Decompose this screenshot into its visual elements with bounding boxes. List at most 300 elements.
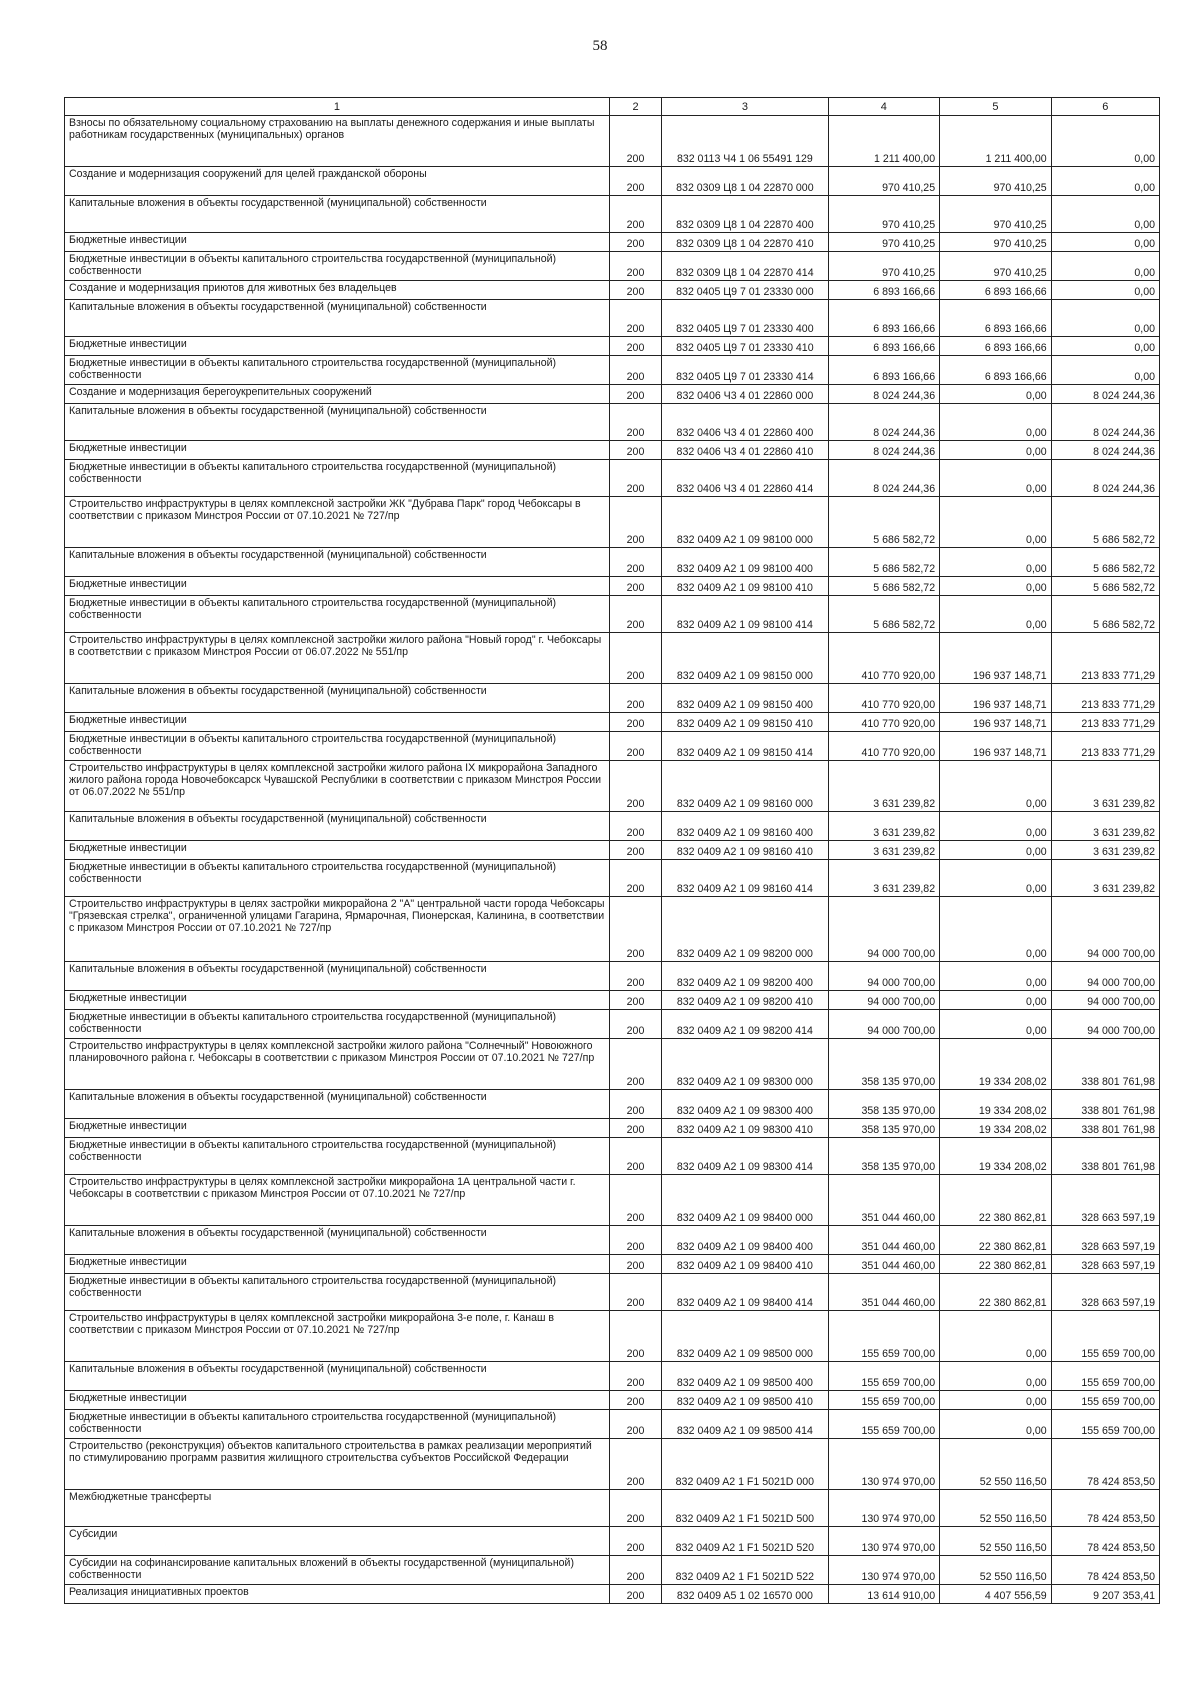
table-row [65,1439,1160,1490]
table-row [65,233,1160,252]
row-total-cell: 358 135 970,00 [828,1119,940,1138]
row-grbs-cell: 200 [609,1410,662,1439]
row-remainder-cell: 8 024 244,36 [1051,404,1159,441]
row-code-cell: 832 0409 A2 1 09 98150 400 [662,684,828,713]
row-code-cell: 832 0309 Ц8 1 04 22870 410 [662,233,828,252]
row-total-cell: 351 044 460,00 [828,1175,940,1226]
row-remainder-cell: 94 000 700,00 [1051,962,1159,991]
row-code-cell: 832 0409 A2 1 09 98400 410 [662,1255,828,1274]
table-row [65,732,1160,761]
row-code-cell: 832 0409 A2 1 09 98160 410 [662,841,828,860]
row-total-cell: 358 135 970,00 [828,1138,940,1175]
row-total-cell: 970 410,25 [828,252,940,281]
row-total-cell: 351 044 460,00 [828,1226,940,1255]
row-grbs-cell: 200 [609,962,662,991]
row-remainder-cell: 213 833 771,29 [1051,713,1159,732]
row-name-cell: Бюджетные инвестиции [65,1255,610,1274]
row-name-cell: Взносы по обязательному социальному страхованию на выплаты денежного содержания и иные выплаты работникам государственных (муниципальных) органов [65,116,610,167]
row-executed-cell: 0,00 [940,460,1052,497]
row-remainder-cell: 3 631 239,82 [1051,761,1159,812]
row-remainder-cell: 78 424 853,50 [1051,1439,1159,1490]
row-code-cell: 832 0409 A2 1 F1 5021D 520 [662,1527,828,1556]
table-row [65,300,1160,337]
table-row [65,460,1160,497]
row-executed-cell: 22 380 862,81 [940,1274,1052,1311]
row-name-cell: Бюджетные инвестиции в объекты капитального строительства государственной (муниципальной) собственности [65,1274,610,1311]
row-grbs-cell: 200 [609,497,662,548]
row-grbs-cell: 200 [609,1226,662,1255]
row-code-cell: 832 0409 A2 1 F1 5021D 500 [662,1490,828,1527]
row-code-cell: 832 0406 Ч3 4 01 22860 000 [662,385,828,404]
table-row [65,1490,1160,1527]
table-row [65,713,1160,732]
row-code-cell: 832 0409 A2 1 09 98150 414 [662,732,828,761]
row-name-cell: Бюджетные инвестиции в объекты капитального строительства государственной (муниципальной) собственности [65,1010,610,1039]
row-grbs-cell: 200 [609,596,662,633]
table-row [65,1010,1160,1039]
column-number: 6 [1051,98,1159,116]
row-grbs-cell: 200 [609,167,662,196]
row-grbs-cell: 200 [609,356,662,385]
row-executed-cell: 970 410,25 [940,233,1052,252]
row-name-cell: Бюджетные инвестиции [65,841,610,860]
row-remainder-cell: 338 801 761,98 [1051,1090,1159,1119]
row-name-cell: Бюджетные инвестиции в объекты капитального строительства государственной (муниципальной) собственности [65,460,610,497]
row-name-cell: Бюджетные инвестиции в объекты капитального строительства государственной (муниципальной) собственности [65,1410,610,1439]
row-grbs-cell: 200 [609,196,662,233]
row-code-cell: 832 0409 A2 1 09 98100 000 [662,497,828,548]
row-code-cell: 832 0406 Ч3 4 01 22860 410 [662,441,828,460]
row-grbs-cell: 200 [609,1556,662,1585]
row-executed-cell: 0,00 [940,897,1052,962]
row-name-cell: Бюджетные инвестиции [65,1391,610,1410]
row-executed-cell: 196 937 148,71 [940,684,1052,713]
row-name-cell: Строительство инфраструктуры в целях комплексной застройки микрорайона 1А центральной части г. Чебоксары в соответствии с приказом Минстроя России от 07.10.2021 № 727/пр [65,1175,610,1226]
row-name-cell: Межбюджетные трансферты [65,1490,610,1527]
row-executed-cell: 22 380 862,81 [940,1175,1052,1226]
row-executed-cell: 0,00 [940,548,1052,577]
row-grbs-cell: 200 [609,385,662,404]
row-executed-cell: 52 550 116,50 [940,1556,1052,1585]
row-total-cell: 970 410,25 [828,167,940,196]
row-executed-cell: 6 893 166,66 [940,281,1052,300]
row-grbs-cell: 200 [609,441,662,460]
row-name-cell: Капитальные вложения в объекты государственной (муниципальной) собственности [65,962,610,991]
row-remainder-cell: 155 659 700,00 [1051,1311,1159,1362]
row-executed-cell: 0,00 [940,761,1052,812]
row-name-cell: Капитальные вложения в объекты государственной (муниципальной) собственности [65,404,610,441]
row-total-cell: 410 770 920,00 [828,633,940,684]
row-grbs-cell: 200 [609,300,662,337]
row-remainder-cell: 94 000 700,00 [1051,991,1159,1010]
table-row [65,1175,1160,1226]
row-total-cell: 13 614 910,00 [828,1585,940,1604]
row-code-cell: 832 0409 A2 1 09 98400 414 [662,1274,828,1311]
budget-table [64,97,1160,1604]
row-total-cell: 5 686 582,72 [828,577,940,596]
row-remainder-cell: 94 000 700,00 [1051,1010,1159,1039]
row-total-cell: 8 024 244,36 [828,404,940,441]
row-executed-cell: 0,00 [940,577,1052,596]
row-executed-cell: 196 937 148,71 [940,633,1052,684]
row-code-cell: 832 0309 Ц8 1 04 22870 414 [662,252,828,281]
row-name-cell: Бюджетные инвестиции в объекты капитального строительства государственной (муниципальной) собственности [65,860,610,897]
row-executed-cell: 0,00 [940,497,1052,548]
row-remainder-cell: 8 024 244,36 [1051,441,1159,460]
row-grbs-cell: 200 [609,761,662,812]
row-executed-cell: 19 334 208,02 [940,1039,1052,1090]
row-name-cell: Капитальные вложения в объекты государственной (муниципальной) собственности [65,548,610,577]
row-grbs-cell: 200 [609,1274,662,1311]
row-grbs-cell: 200 [609,1527,662,1556]
row-grbs-cell: 200 [609,1255,662,1274]
table-row [65,1274,1160,1311]
row-total-cell: 6 893 166,66 [828,281,940,300]
row-executed-cell: 19 334 208,02 [940,1138,1052,1175]
row-executed-cell: 0,00 [940,441,1052,460]
row-executed-cell: 22 380 862,81 [940,1255,1052,1274]
row-grbs-cell: 200 [609,337,662,356]
row-total-cell: 3 631 239,82 [828,860,940,897]
row-name-cell: Создание и модернизация сооружений для целей гражданской обороны [65,167,610,196]
row-code-cell: 832 0409 A2 1 09 98100 400 [662,548,828,577]
row-executed-cell: 6 893 166,66 [940,300,1052,337]
row-executed-cell: 0,00 [940,1391,1052,1410]
row-remainder-cell: 5 686 582,72 [1051,596,1159,633]
row-remainder-cell: 0,00 [1051,116,1159,167]
row-code-cell: 832 0409 A2 1 09 98200 400 [662,962,828,991]
table-row [65,1527,1160,1556]
row-remainder-cell: 0,00 [1051,337,1159,356]
row-total-cell: 358 135 970,00 [828,1090,940,1119]
row-executed-cell: 970 410,25 [940,252,1052,281]
row-executed-cell: 4 407 556,59 [940,1585,1052,1604]
row-total-cell: 155 659 700,00 [828,1410,940,1439]
row-grbs-cell: 200 [609,1138,662,1175]
row-name-cell: Бюджетные инвестиции в объекты капитального строительства государственной (муниципальной) собственности [65,732,610,761]
row-grbs-cell: 200 [609,684,662,713]
row-total-cell: 8 024 244,36 [828,441,940,460]
table-row [65,962,1160,991]
row-name-cell: Капитальные вложения в объекты государственной (муниципальной) собственности [65,1362,610,1391]
row-executed-cell: 19 334 208,02 [940,1119,1052,1138]
table-row [65,1255,1160,1274]
row-code-cell: 832 0409 A2 1 09 98500 400 [662,1362,828,1391]
row-remainder-cell: 0,00 [1051,356,1159,385]
row-code-cell: 832 0406 Ч3 4 01 22860 414 [662,460,828,497]
row-code-cell: 832 0409 A2 1 09 98200 414 [662,1010,828,1039]
row-total-cell: 155 659 700,00 [828,1311,940,1362]
row-name-cell: Строительство (реконструкция) объектов капитального строительства в рамках реализации мероприятий по стимулированию программ развития жилищного строительства субъектов Российской Федерации [65,1439,610,1490]
row-name-cell: Субсидии на софинансирование капитальных вложений в объекты государственной (муниципальной) собственности [65,1556,610,1585]
row-remainder-cell: 5 686 582,72 [1051,497,1159,548]
row-code-cell: 832 0409 A2 1 09 98160 414 [662,860,828,897]
table-row [65,991,1160,1010]
row-remainder-cell: 338 801 761,98 [1051,1039,1159,1090]
row-remainder-cell: 78 424 853,50 [1051,1490,1159,1527]
table-row [65,841,1160,860]
table-row [65,196,1160,233]
row-total-cell: 410 770 920,00 [828,713,940,732]
table-row [65,356,1160,385]
row-remainder-cell: 328 663 597,19 [1051,1274,1159,1311]
table-row [65,1585,1160,1604]
row-name-cell: Бюджетные инвестиции в объекты капитального строительства государственной (муниципальной) собственности [65,356,610,385]
row-code-cell: 832 0409 A2 1 09 98300 000 [662,1039,828,1090]
row-grbs-cell: 200 [609,1362,662,1391]
row-total-cell: 8 024 244,36 [828,385,940,404]
row-total-cell: 130 974 970,00 [828,1439,940,1490]
row-executed-cell: 52 550 116,50 [940,1527,1052,1556]
row-code-cell: 832 0409 A2 1 F1 5021D 000 [662,1439,828,1490]
row-grbs-cell: 200 [609,1585,662,1604]
row-executed-cell: 0,00 [940,860,1052,897]
row-executed-cell: 0,00 [940,596,1052,633]
row-grbs-cell: 200 [609,281,662,300]
table-row [65,167,1160,196]
row-grbs-cell: 200 [609,460,662,497]
row-grbs-cell: 200 [609,404,662,441]
row-remainder-cell: 155 659 700,00 [1051,1391,1159,1410]
row-total-cell: 94 000 700,00 [828,962,940,991]
row-code-cell: 832 0409 A5 1 02 16570 000 [662,1585,828,1604]
row-total-cell: 358 135 970,00 [828,1039,940,1090]
row-total-cell: 1 211 400,00 [828,116,940,167]
row-remainder-cell: 9 207 353,41 [1051,1585,1159,1604]
row-grbs-cell: 200 [609,1175,662,1226]
row-remainder-cell: 0,00 [1051,233,1159,252]
row-name-cell: Бюджетные инвестиции в объекты капитального строительства государственной (муниципальной) собственности [65,596,610,633]
table-body [65,116,1160,1604]
row-remainder-cell: 0,00 [1051,196,1159,233]
table-row [65,596,1160,633]
table-row [65,1362,1160,1391]
row-name-cell: Бюджетные инвестиции в объекты капитального строительства государственной (муниципальной) собственности [65,252,610,281]
row-total-cell: 351 044 460,00 [828,1255,940,1274]
row-code-cell: 832 0405 Ц9 7 01 23330 400 [662,300,828,337]
row-remainder-cell: 155 659 700,00 [1051,1410,1159,1439]
row-name-cell: Строительство инфраструктуры в целях комплексной застройки жилого района "Новый город" г. Чебоксары в соответствии с приказом Минстроя России от 06.07.2022 № 551/пр [65,633,610,684]
column-number: 3 [662,98,828,116]
row-grbs-cell: 200 [609,812,662,841]
row-name-cell: Бюджетные инвестиции [65,233,610,252]
column-number: 2 [609,98,662,116]
row-executed-cell: 0,00 [940,1362,1052,1391]
row-code-cell: 832 0409 A2 1 09 98300 414 [662,1138,828,1175]
row-grbs-cell: 200 [609,252,662,281]
row-executed-cell: 52 550 116,50 [940,1439,1052,1490]
row-grbs-cell: 200 [609,633,662,684]
row-name-cell: Бюджетные инвестиции в объекты капитального строительства государственной (муниципальной) собственности [65,1138,610,1175]
row-code-cell: 832 0409 A2 1 09 98500 000 [662,1311,828,1362]
table-row [65,897,1160,962]
row-remainder-cell: 338 801 761,98 [1051,1138,1159,1175]
row-grbs-cell: 200 [609,897,662,962]
row-executed-cell: 0,00 [940,1010,1052,1039]
row-total-cell: 3 631 239,82 [828,761,940,812]
row-remainder-cell: 155 659 700,00 [1051,1362,1159,1391]
row-grbs-cell: 200 [609,991,662,1010]
row-name-cell: Строительство инфраструктуры в целях комплексной застройки ЖК "Дубрава Парк" город Чебоксары в соответствии с приказом Минстроя России от 07.10.2021 № 727/пр [65,497,610,548]
row-name-cell: Бюджетные инвестиции [65,991,610,1010]
row-remainder-cell: 213 833 771,29 [1051,732,1159,761]
table-row [65,1311,1160,1362]
table-row [65,577,1160,596]
row-total-cell: 94 000 700,00 [828,1010,940,1039]
row-name-cell: Бюджетные инвестиции [65,713,610,732]
column-number: 1 [65,98,610,116]
row-total-cell: 5 686 582,72 [828,548,940,577]
row-name-cell: Бюджетные инвестиции [65,337,610,356]
row-remainder-cell: 78 424 853,50 [1051,1527,1159,1556]
column-number-row [65,98,1160,116]
row-grbs-cell: 200 [609,577,662,596]
row-code-cell: 832 0409 A2 1 09 98200 410 [662,991,828,1010]
row-remainder-cell: 3 631 239,82 [1051,841,1159,860]
row-executed-cell: 6 893 166,66 [940,356,1052,385]
row-remainder-cell: 338 801 761,98 [1051,1119,1159,1138]
row-grbs-cell: 200 [609,233,662,252]
row-total-cell: 5 686 582,72 [828,497,940,548]
row-name-cell: Строительство инфраструктуры в целях застройки микрорайона 2 "А" центральной части города Чебоксары "Грязевская стрелка", ограниченной улицами Гагарина, Ярмарочная, Пионерская, Калинина, в соответствии с приказом Минстроя России от 07.10.2021 № 727/пр [65,897,610,962]
table-row [65,860,1160,897]
row-total-cell: 130 974 970,00 [828,1490,940,1527]
row-remainder-cell: 8 024 244,36 [1051,385,1159,404]
row-name-cell: Бюджетные инвестиции [65,1119,610,1138]
row-name-cell: Создание и модернизация приютов для животных без владельцев [65,281,610,300]
row-code-cell: 832 0113 Ч4 1 06 55491 129 [662,116,828,167]
row-executed-cell: 22 380 862,81 [940,1226,1052,1255]
row-grbs-cell: 200 [609,1391,662,1410]
row-total-cell: 130 974 970,00 [828,1556,940,1585]
row-grbs-cell: 200 [609,1311,662,1362]
row-name-cell: Субсидии [65,1527,610,1556]
row-executed-cell: 0,00 [940,991,1052,1010]
table-row [65,116,1160,167]
row-remainder-cell: 213 833 771,29 [1051,684,1159,713]
row-code-cell: 832 0409 A2 1 09 98150 410 [662,713,828,732]
column-number: 4 [828,98,940,116]
table-row [65,1410,1160,1439]
row-executed-cell: 0,00 [940,404,1052,441]
row-total-cell: 410 770 920,00 [828,732,940,761]
row-name-cell: Бюджетные инвестиции [65,577,610,596]
page-number: 58 [592,38,608,54]
row-total-cell: 6 893 166,66 [828,337,940,356]
row-executed-cell: 0,00 [940,385,1052,404]
row-code-cell: 832 0409 A2 1 09 98150 000 [662,633,828,684]
row-grbs-cell: 200 [609,1439,662,1490]
row-total-cell: 94 000 700,00 [828,991,940,1010]
row-code-cell: 832 0409 A2 1 09 98100 410 [662,577,828,596]
row-executed-cell: 196 937 148,71 [940,732,1052,761]
row-grbs-cell: 200 [609,860,662,897]
row-executed-cell: 52 550 116,50 [940,1490,1052,1527]
row-total-cell: 5 686 582,72 [828,596,940,633]
row-remainder-cell: 8 024 244,36 [1051,460,1159,497]
row-executed-cell: 0,00 [940,812,1052,841]
table-row [65,1226,1160,1255]
row-remainder-cell: 0,00 [1051,167,1159,196]
row-name-cell: Капитальные вложения в объекты государственной (муниципальной) собственности [65,812,610,841]
row-code-cell: 832 0406 Ч3 4 01 22860 400 [662,404,828,441]
row-executed-cell: 970 410,25 [940,167,1052,196]
row-executed-cell: 0,00 [940,962,1052,991]
row-remainder-cell: 0,00 [1051,281,1159,300]
row-grbs-cell: 200 [609,1119,662,1138]
row-total-cell: 351 044 460,00 [828,1274,940,1311]
row-grbs-cell: 200 [609,732,662,761]
table-row [65,281,1160,300]
row-code-cell: 832 0309 Ц8 1 04 22870 400 [662,196,828,233]
row-code-cell: 832 0409 A2 1 09 98160 000 [662,761,828,812]
row-name-cell: Строительство инфраструктуры в целях комплексной застройки микрорайона 3-е поле, г. Канаш в соответствии с приказом Минстроя России от 07.10.2021 № 727/пр [65,1311,610,1362]
row-executed-cell: 0,00 [940,841,1052,860]
table-row [65,1039,1160,1090]
row-total-cell: 155 659 700,00 [828,1391,940,1410]
row-total-cell: 6 893 166,66 [828,300,940,337]
row-code-cell: 832 0405 Ц9 7 01 23330 410 [662,337,828,356]
table-row [65,441,1160,460]
row-remainder-cell: 213 833 771,29 [1051,633,1159,684]
row-code-cell: 832 0409 A2 1 09 98160 400 [662,812,828,841]
row-code-cell: 832 0409 A2 1 F1 5021D 522 [662,1556,828,1585]
row-remainder-cell: 328 663 597,19 [1051,1175,1159,1226]
row-code-cell: 832 0405 Ц9 7 01 23330 414 [662,356,828,385]
row-name-cell: Капитальные вложения в объекты государственной (муниципальной) собственности [65,300,610,337]
row-remainder-cell: 0,00 [1051,252,1159,281]
row-total-cell: 94 000 700,00 [828,897,940,962]
row-remainder-cell: 328 663 597,19 [1051,1255,1159,1274]
row-grbs-cell: 200 [609,1010,662,1039]
row-code-cell: 832 0409 A2 1 09 98200 000 [662,897,828,962]
row-remainder-cell: 3 631 239,82 [1051,812,1159,841]
row-code-cell: 832 0409 A2 1 09 98500 410 [662,1391,828,1410]
table-row [65,385,1160,404]
row-grbs-cell: 200 [609,1090,662,1119]
row-name-cell: Капитальные вложения в объекты государственной (муниципальной) собственности [65,196,610,233]
row-code-cell: 832 0409 A2 1 09 98400 400 [662,1226,828,1255]
row-code-cell: 832 0405 Ц9 7 01 23330 000 [662,281,828,300]
row-remainder-cell: 5 686 582,72 [1051,577,1159,596]
row-name-cell: Реализация инициативных проектов [65,1585,610,1604]
table-row [65,1090,1160,1119]
row-executed-cell: 6 893 166,66 [940,337,1052,356]
row-total-cell: 3 631 239,82 [828,841,940,860]
table-row [65,684,1160,713]
row-name-cell: Капитальные вложения в объекты государственной (муниципальной) собственности [65,684,610,713]
row-executed-cell: 970 410,25 [940,196,1052,233]
row-code-cell: 832 0409 A2 1 09 98500 414 [662,1410,828,1439]
table-row [65,1391,1160,1410]
column-number: 5 [940,98,1052,116]
row-grbs-cell: 200 [609,841,662,860]
row-executed-cell: 0,00 [940,1311,1052,1362]
row-name-cell: Строительство инфраструктуры в целях комплексной застройки жилого района IX микрорайона Западного жилого района города Новочебоксарск Чувашской Республики в соответствии с приказом Минстроя России от 06.07.2022 № 551/пр [65,761,610,812]
row-code-cell: 832 0409 A2 1 09 98300 410 [662,1119,828,1138]
row-grbs-cell: 200 [609,1039,662,1090]
row-total-cell: 970 410,25 [828,196,940,233]
row-executed-cell: 1 211 400,00 [940,116,1052,167]
row-code-cell: 832 0409 A2 1 09 98100 414 [662,596,828,633]
row-code-cell: 832 0409 A2 1 09 98300 400 [662,1090,828,1119]
row-grbs-cell: 200 [609,713,662,732]
row-total-cell: 6 893 166,66 [828,356,940,385]
table-row [65,252,1160,281]
row-remainder-cell: 3 631 239,82 [1051,860,1159,897]
table-row [65,548,1160,577]
table-row [65,1119,1160,1138]
